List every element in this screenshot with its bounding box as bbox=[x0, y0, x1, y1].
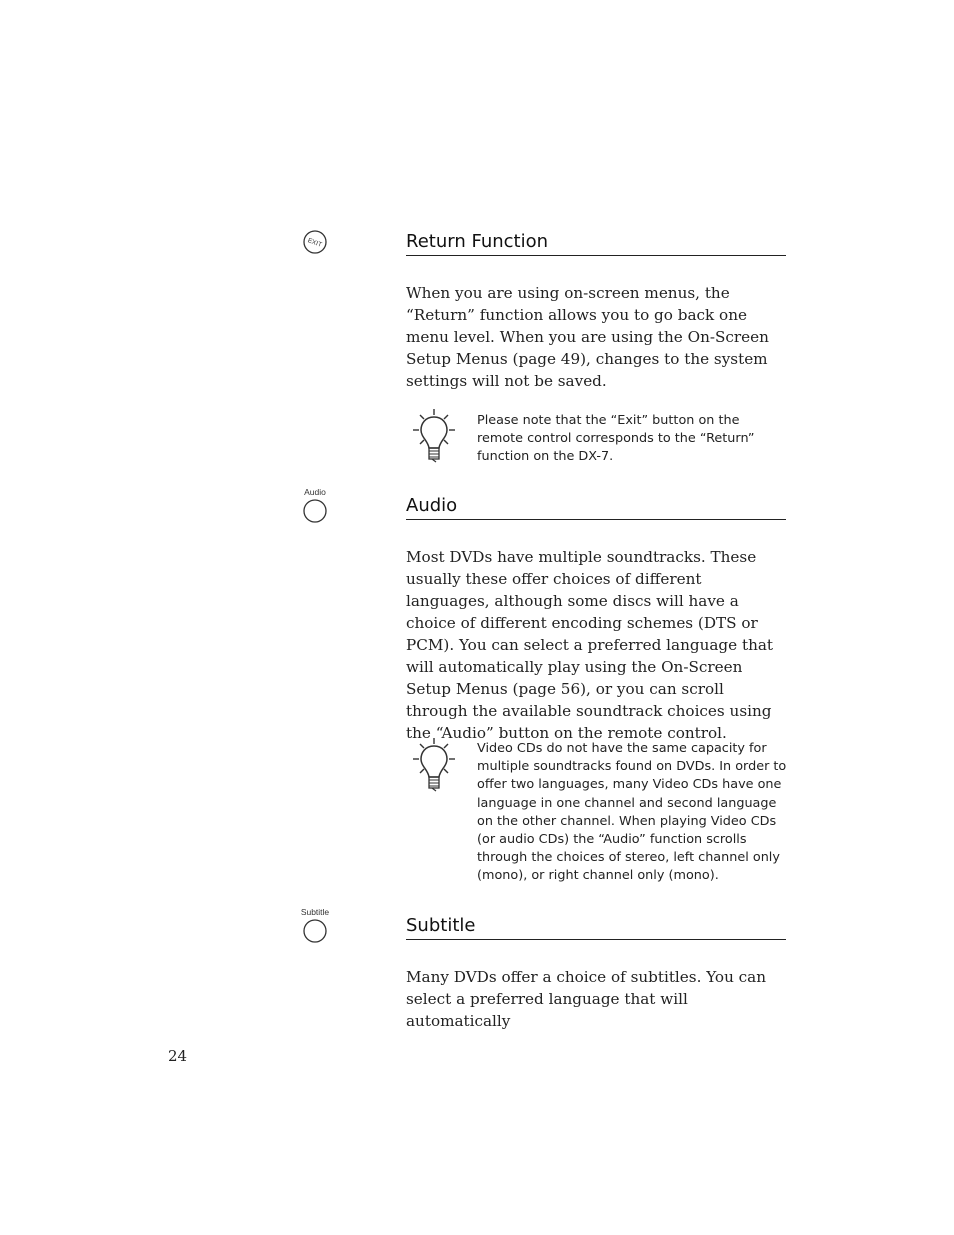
exit-button-text: EXIT bbox=[306, 237, 323, 249]
audio-button-icon bbox=[303, 499, 327, 523]
subtitle-button-icon bbox=[303, 919, 327, 943]
subtitle-body-text: Many DVDs offer a choice of subtitles. You can select a preferred language that will automatically bbox=[406, 968, 767, 1030]
exit-button-icon bbox=[303, 230, 327, 254]
subtitle-button-label: Subtitle bbox=[300, 907, 330, 917]
lightbulb-icon bbox=[411, 408, 457, 466]
section-heading-return: Return Function bbox=[406, 231, 786, 256]
audio-body-text: Most DVDs have multiple soundtracks. These usually these offer choices of different languages, although some discs will have a choice of different encoding schemes (DTS or PCM). You can select a preferred language that will automatically play using the On-Screen Setup Menus (page 56), or you can scroll through the available soundtrack choices using the “Audio” button on the remote control. bbox=[406, 548, 774, 742]
section-heading-subtitle: Subtitle bbox=[406, 915, 786, 940]
return-tip-text: Please note that the “Exit” button on the remote control corresponds to the “Return” function on the DX-7. bbox=[477, 413, 755, 465]
page-number: 24 bbox=[168, 1047, 188, 1065]
return-body-text: When you are using on-screen menus, the “Return” function allows you to go back one menu level. When you are using the On-Screen Setup Menus (page 49), changes to the system settings will not be saved. bbox=[406, 284, 769, 390]
audio-button-label: Audio bbox=[304, 487, 326, 497]
lightbulb-icon bbox=[411, 737, 457, 795]
audio-tip-text: Video CDs do not have the same capacity for multiple soundtracks found on DVDs. In order to offer two languages, many Video CDs have one language in one channel and second language on the other channel. When playing Video CDs (or audio CDs) the “Audio” function scrolls through the choices of stereo, left channel only (mono), or right channel only (mono). bbox=[477, 741, 787, 884]
section-heading-audio: Audio bbox=[406, 495, 786, 520]
